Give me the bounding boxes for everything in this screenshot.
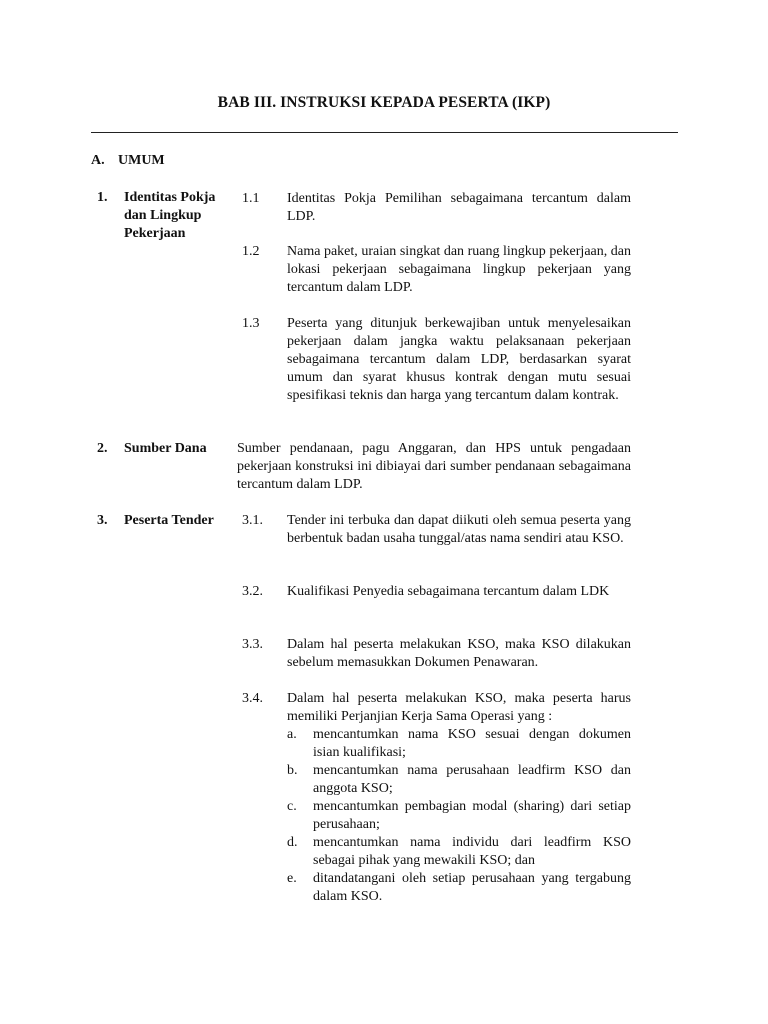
list-item-text: ditandatangani oleh setiap perusahaan yang tergabung dalam KSO. [313,871,631,904]
subitem-text: Kualifikasi Penyedia sebagaimana tercantum dalam LDK [287,584,610,599]
requirement-list [287,726,631,906]
subitem-number: 3.4. [242,691,263,706]
section-heading: UMUM [118,153,165,168]
subitem-text: Dalam hal peserta melakukan KSO, maka KSO dilakukan sebelum memasukkan Dokumen Penawaran. [287,637,631,670]
subitem-number: 1.3 [242,316,260,331]
list-marker: a. [287,727,297,742]
item-number: 2. [97,441,108,456]
item-heading: Sumber Dana [124,441,207,456]
item-number: 3. [97,513,108,528]
subitem-number: 1.1 [242,191,260,206]
list-item-text: mencantumkan nama KSO sesuai dengan dokumen isian kualifikasi; [313,727,631,760]
subitem-number: 3.1. [242,513,263,528]
page-title: BAB III. INSTRUKSI KEPADA PESERTA (IKP) [217,94,551,111]
item-number: 1. [97,190,108,205]
list-marker: e. [287,871,297,886]
list-item [287,726,631,762]
list-item [287,798,631,834]
subitem-text: Nama paket, uraian singkat dan ruang lingkup pekerjaan, dan lokasi pekerjaan sebagaimana lingkup pekerjaan yang tercantum dalam LDP. [287,244,631,295]
section-letter: A. [91,153,105,168]
list-marker: c. [287,799,297,814]
subitem-text: Dalam hal peserta melakukan KSO, maka peserta harus memiliki Perjanjian Kerja Sama Operasi yang : [287,691,631,724]
list-item [287,762,631,798]
title-divider [91,132,678,133]
list-marker: b. [287,763,298,778]
list-marker: d. [287,835,298,850]
subitem-number: 1.2 [242,244,260,259]
item-text: Sumber pendanaan, pagu Anggaran, dan HPS untuk pengadaan pekerjaan konstruksi ini dibiayai dari sumber pendanaan sebagaimana tercantum dalam LDP. [237,441,631,492]
list-item [287,834,631,870]
subitem-number: 3.2. [242,584,263,599]
item-heading: Peserta Tender [124,513,214,528]
item-heading: Identitas Pokja dan Lingkup Pekerjaan [124,190,216,241]
subitem-number: 3.3. [242,637,263,652]
list-item-text: mencantumkan nama individu dari leadfirm KSO sebagai pihak yang mewakili KSO; dan [313,835,631,868]
subitem-text: Identitas Pokja Pemilihan sebagaimana tercantum dalam LDP. [287,191,631,224]
subitem-text: Tender ini terbuka dan dapat diikuti oleh semua peserta yang berbentuk badan usaha tunggal/atas nama sendiri atau KSO. [287,513,631,546]
subitem-text: Peserta yang ditunjuk berkewajiban untuk menyelesaikan pekerjaan dalam jangka waktu pelaksanaan pekerjaan sebagaimana tercantum dalam LDP, berdasarkan syarat umum dan syarat khusus kontrak dengan mutu sesuai spesifikasi teknis dan harga yang tercantum dalam kontrak. [287,316,631,403]
list-item [287,870,631,906]
list-item-text: mencantumkan pembagian modal (sharing) dari setiap perusahaan; [313,799,631,832]
list-item-text: mencantumkan nama perusahaan leadfirm KSO dan anggota KSO; [313,763,631,796]
